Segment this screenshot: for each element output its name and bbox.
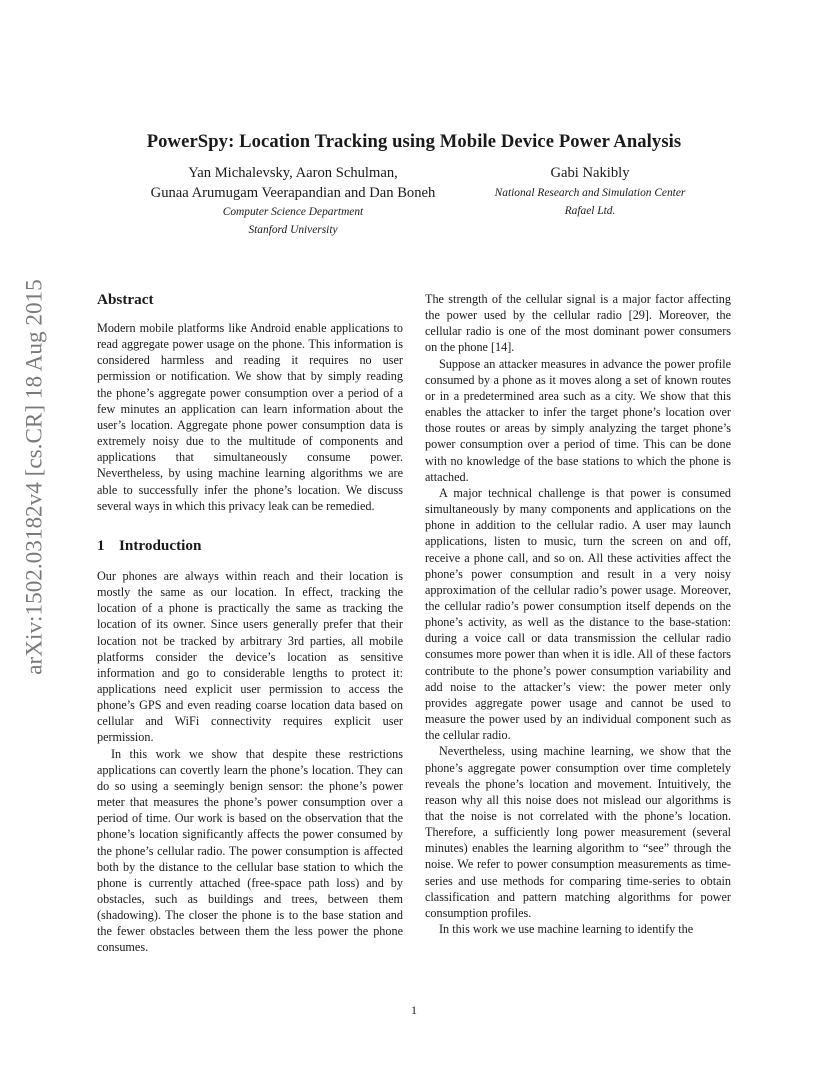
section-title: Introduction	[119, 536, 202, 554]
page-number: 1	[411, 1003, 417, 1017]
abstract-text: Modern mobile platforms like Android enable applications to read aggregate power usage on the phone. This information is considered harmless and reading it requires no user permission or notification. We show that by simply reading the phone’s aggregate power consumption over a period of a few minutes an application can learn information about the user’s location. Aggregate phone power consumption data is extremely noisy due to the multitude of components and applications that simultaneously consume power. Nevertheless, by using machine learning algorithms we are able to successfully infer the phone’s location. We discuss several ways in which this privacy leak can be remedied.	[97, 321, 403, 513]
author-department: Computer Science Department	[222, 206, 364, 218]
left-column	[97, 290, 403, 956]
paper-title: PowerSpy: Location Tracking using Mobile Device Power Analysis	[146, 131, 682, 152]
author-block-left	[97, 163, 489, 239]
intro-paragraph-1: Our phones are always within reach and their location is mostly the same as our location. In effect, tracking the location of a phone is practically the same as tracking the location of its owner. Since users generally prefer that their location not be tracked by arbitrary 3rd parties, all mobile platforms consider the device’s location as sensitive information and go to considerable lengths to protect it: applications need explicit user permission to access the phone’s GPS and even reading coarse location data based on cellular and WiFi connectivity requires explicit user permission.	[97, 568, 403, 745]
right-paragraph-4: Nevertheless, using machine learning, we show that the phone’s aggregate power consumption over time completely reveals the phone’s location and movement. Intuitively, the reason why all this noise does not mislead our algorithms is that the noise is not correlated with the phone’s location. Therefore, a sufficiently long power measurement (several minutes) enables the learning algorithm to “see” through the noise. We refer to power consumption measurements as time-series and use methods for comparing time-series to obtain classification and pattern matching algorithms for power consumption profiles.	[425, 744, 731, 920]
intro-heading	[97, 536, 403, 556]
author-names-line-2: Gunaa Arumugam Veerapandian and Dan Boneh	[150, 185, 436, 201]
right-column	[425, 291, 731, 937]
right-paragraph-5: In this work we use machine learning to identify the	[439, 922, 694, 937]
author-name-right: Gabi Nakibly	[550, 165, 630, 181]
author-names-line-1: Yan Michalevsky, Aaron Schulman,	[188, 165, 398, 181]
abstract-heading: Abstract	[97, 291, 154, 308]
right-paragraph-2: Suppose an attacker measures in advance the power profile consumed by a phone as it moves along a set of known routes or in a predetermined area such as a city. We show that this enables the attacker to infer the target phone’s location over those routes or areas by simply analyzing the target phone’s power consumption over a period of time. This can be done with no knowledge of the base stations to which the phone is attached.	[425, 356, 731, 484]
intro-paragraph-2: In this work we show that despite these restrictions applications can covertly learn the phone’s location. They can do so using a seemingly benign sensor: the phone’s power meter that measures the phone’s power consumption over a period of time. Our work is based on the observation that the phone’s location significantly affects the power consumed by the phone’s cellular radio. The power consumption is affected both by the distance to the cellular base station to which the phone is currently attached (free-space path loss) and by obstacles, such as buildings and trees, between them (shadowing). The closer the phone is to the base station and the fewer obstacles between them the less power the phone consumes.	[97, 746, 403, 955]
author-institution-1: National Research and Simulation Center	[494, 187, 686, 199]
right-paragraph-1: The strength of the cellular signal is a major factor affecting the power used by the cellular radio [29]. Moreover, the cellular radio is one of the most dominant power consumers on the phone [14].	[425, 292, 731, 355]
author-university: Stanford University	[248, 224, 338, 236]
right-paragraph-3: A major technical challenge is that power is consumed simultaneously by many components and applications on the phone in addition to the cellular radio. A user may launch applications, listen to music, turn the screen on and off, receive a phone call, and so on. All these activities affect the phone’s power consumption and result in a very noisy approximation of the cellular radio’s power usage. Moreover, the cellular radio’s power consumption itself depends on the phone’s activity, as well as the distance to the base-station: during a voice call or data transmission the cellular radio consumes more power than when it is idle. All of these factors contribute to the phone’s power consumption variability and add noise to the attacker’s view: the power meter only provides aggregate power usage and cannot be used to measure the power used by an individual component such as the cellular radio.	[425, 485, 731, 743]
author-institution-2: Rafael Ltd.	[564, 205, 616, 217]
author-block-right	[470, 163, 710, 220]
section-number: 1	[97, 536, 105, 554]
arxiv-identifier-stamp: arXiv:1502.03182v4 [cs.CR] 18 Aug 2015	[21, 279, 48, 675]
